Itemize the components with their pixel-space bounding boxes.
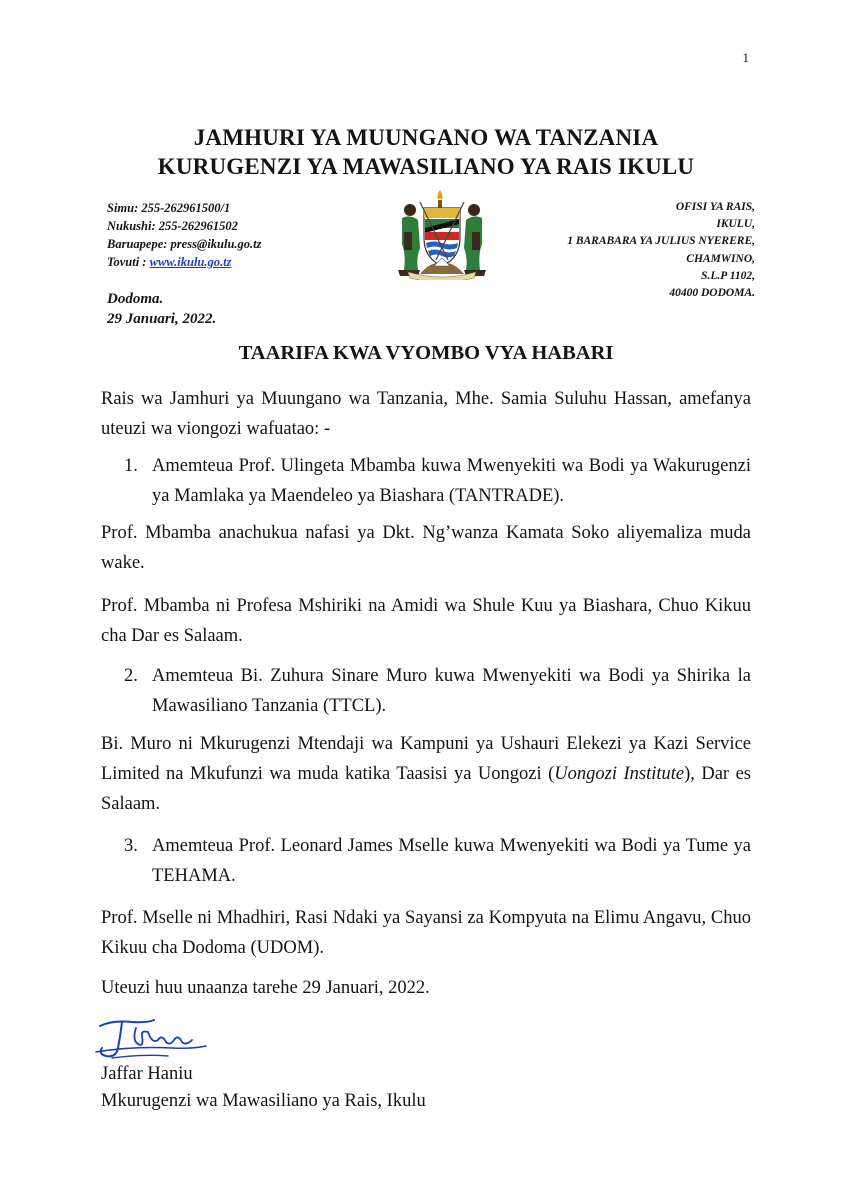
muro-text-italic: Uongozi Institute <box>554 764 685 784</box>
muro-paragraph <box>101 729 751 819</box>
mbamba-paragraph-1: Prof. Mbamba anachukua nafasi ya Dkt. Ng’wanza Kamata Soko aliyemaliza muda wake. <box>101 523 751 573</box>
address-line-4: CHAMWINO, <box>686 252 755 265</box>
signer-name: Jaffar Haniu <box>101 1064 193 1084</box>
address-line-5: S.L.P 1102, <box>701 269 755 282</box>
mselle-paragraph: Prof. Mselle ni Mhadhiri, Rasi Ndaki ya Sayansi za Kompyuta na Elimu Angavu, Chuo Kikuu cha Dodoma (UDOM). <box>101 908 751 958</box>
address-line-2: IKULU, <box>716 218 755 231</box>
signer-title: Mkurugenzi wa Mawasiliano ya Rais, Ikulu <box>101 1091 426 1111</box>
closing-paragraph: Uteuzi huu unaanza tarehe 29 Januari, 2022. <box>101 978 430 998</box>
handwritten-signature <box>92 1014 212 1064</box>
place-date <box>107 289 216 329</box>
phone-text: Simu: 255-262961500/1 <box>107 201 231 215</box>
mbamba-paragraph-2: Prof. Mbamba ni Profesa Mshiriki na Amidi wa Shule Kuu ya Biashara, Chuo Kikuu cha Dar es Salaam. <box>101 596 751 646</box>
website-link[interactable]: www.ikulu.go.tz <box>149 255 232 269</box>
website-label: Tovuti : <box>107 255 150 269</box>
list-item-2 <box>124 661 751 721</box>
header-title-line2: KURUGENZI YA MAWASILIANO YA RAIS IKULU <box>157 154 695 179</box>
list-number-2: 2. <box>124 666 138 686</box>
place-text: Dodoma. <box>107 291 164 307</box>
list-number-1: 1. <box>124 456 138 476</box>
address-line-3: 1 BARABARA YA JULIUS NYERERE, <box>567 235 755 248</box>
fax-text: Nukushi: 255-262961502 <box>107 219 238 233</box>
list-number-3: 3. <box>124 836 138 856</box>
header-title-line1: JAMHURI YA MUUNGANO WA TANZANIA <box>193 125 659 150</box>
list-text-3: Amemteua Prof. Leonard James Mselle kuwa Mwenyekiti wa Bodi ya Tume ya TEHAMA. <box>152 836 751 886</box>
contact-right <box>567 199 755 302</box>
list-item-3 <box>124 831 751 891</box>
email-text: Baruapepe: press@ikulu.go.tz <box>107 237 262 251</box>
contact-left <box>107 199 262 271</box>
page-number: 1 <box>742 50 749 65</box>
coat-of-arms-icon <box>390 188 494 280</box>
address-line-6: 40400 DODOMA. <box>669 287 755 300</box>
date-text: 29 Januari, 2022. <box>107 311 217 327</box>
document-title: TAARIFA KWA VYOMBO VYA HABARI <box>238 342 614 364</box>
list-text-1: Amemteua Prof. Ulingeta Mbamba kuwa Mwenyekiti wa Bodi ya Wakurugenzi ya Mamlaka ya Maendeleo ya Biashara (TANTRADE). <box>152 456 751 506</box>
muro-text-after: ), Dar es Salaam. <box>101 764 751 814</box>
muro-text-before: Bi. Muro ni Mkurugenzi Mtendaji wa Kampuni ya Ushauri Elekezi ya Kazi Service Limited na Mkufunzi wa muda katika Taasisi ya Uongozi ( <box>101 734 751 784</box>
intro-paragraph: Rais wa Jamhuri ya Muungano wa Tanzania, Mhe. Samia Suluhu Hassan, amefanya uteuzi wa viongozi wafuatao: - <box>101 389 751 439</box>
list-item-1 <box>124 451 751 511</box>
list-text-2: Amemteua Bi. Zuhura Sinare Muro kuwa Mwenyekiti wa Bodi ya Shirika la Mawasiliano Tanzania (TTCL). <box>152 666 751 716</box>
website-row <box>107 253 262 271</box>
address-line-1: OFISI YA RAIS, <box>675 201 755 213</box>
